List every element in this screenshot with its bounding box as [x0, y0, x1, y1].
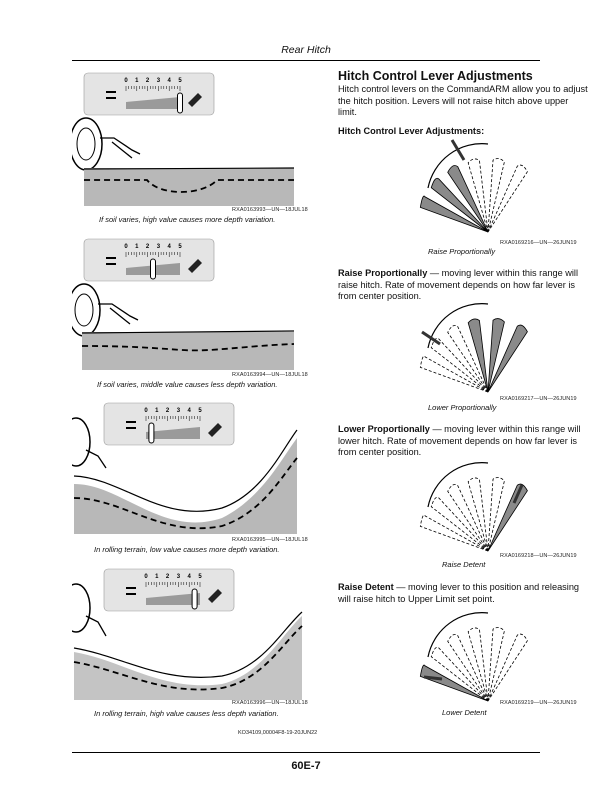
slider-scale-label: 5 [178, 244, 182, 250]
item-lower-proportionally [338, 424, 588, 459]
soil-figure-4 [72, 564, 312, 704]
slider-scale-label: 3 [176, 574, 181, 580]
lower-icon [126, 587, 136, 589]
slider-scale-label: 2 [165, 408, 170, 414]
figure-code: RXA0169217—UN—26JUN19 [500, 396, 577, 402]
slider-panel [104, 569, 234, 611]
slider-scale-label: 4 [187, 408, 191, 414]
slider-scale-label: 5 [178, 78, 182, 84]
slider-scale-label: 0 [124, 78, 128, 84]
slider-scale-label: 1 [135, 244, 139, 250]
slider-scale-label: 0 [144, 408, 148, 414]
figure-caption: In rolling terrain, low value causes more depth variation. [94, 545, 280, 554]
lower-icon [106, 257, 116, 259]
lever-figure-raise-detent [418, 455, 538, 555]
figure-code: RXA0163996—UN—18JUL18 [232, 700, 308, 706]
lever-fan [420, 613, 527, 701]
slider-scale-label: 3 [156, 78, 161, 84]
soil-figure-2 [72, 234, 312, 374]
soil-texture [74, 616, 302, 700]
figure-caption: In rolling terrain, high value causes less depth variation. [94, 709, 279, 718]
slider-scale-label: 4 [167, 244, 171, 250]
slider-scale-label: 3 [156, 244, 161, 250]
slider-scale-label: 2 [145, 244, 150, 250]
slider-scale-label: 2 [165, 574, 170, 580]
slider-scale-label: 4 [187, 574, 191, 580]
figure-caption: If soil varies, high value causes more depth variation. [99, 215, 276, 224]
slider-panel [84, 239, 214, 281]
arrow-icon [424, 677, 442, 679]
item-raise-detent [338, 582, 588, 605]
slider-scale-label: 3 [176, 408, 181, 414]
slider-panel [104, 403, 234, 445]
tractor-drawing [72, 118, 140, 170]
slider-knob [178, 93, 183, 113]
item-term: Raise Proportionally [338, 268, 428, 278]
figure-code: RXA0163994—UN—18JUL18 [232, 372, 308, 378]
slider-scale-label: 2 [145, 78, 150, 84]
lever-figure-raise-proportionally [418, 136, 538, 236]
slider-knob [192, 589, 197, 609]
lever-fan [420, 463, 527, 551]
slider-scale-label: 1 [155, 574, 159, 580]
figure-code: RXA0163993—UN—18JUL18 [232, 207, 308, 213]
item-text: — moving lever within this range will lower hitch. Rate of movement depends on how far lever is from center position. [338, 424, 581, 457]
soil-figure-1 [72, 68, 312, 213]
lever-figure-lower-detent [418, 605, 538, 705]
slider-scale-label: 5 [198, 408, 202, 414]
soil-texture [74, 438, 297, 534]
arrow-icon [422, 332, 440, 344]
footer-rule [72, 752, 540, 753]
figure-code: RXA0163995—UN—18JUL18 [232, 537, 308, 543]
slider-scale-label: 0 [124, 244, 128, 250]
item-term: Raise Detent [338, 582, 394, 592]
figure-code: RXA0169218—UN—26JUN19 [500, 553, 577, 559]
tractor-drawing [72, 418, 106, 468]
slider-knob [149, 423, 154, 443]
soil-texture [84, 168, 294, 206]
slider-scale-label: 4 [167, 78, 171, 84]
figure-caption: Raise Detent [442, 560, 486, 569]
tractor-drawing [72, 284, 138, 336]
lever-figure-lower-proportionally [418, 296, 538, 396]
document-id: KO34109,00004F8-19-20JUN22 [238, 730, 318, 736]
arrow-icon [452, 140, 464, 160]
item-term: Lower Proportionally [338, 424, 430, 434]
item-text: — moving lever to this position and releasing will raise hitch to Upper Limit set point. [338, 582, 580, 604]
figure-caption: Raise Proportionally [428, 247, 496, 256]
soil-texture [82, 332, 294, 370]
lower-icon [126, 421, 136, 423]
figure-code: RXA0169219—UN—26JUN19 [500, 700, 577, 706]
item-text: — moving lever within this range will raise hitch. Rate of movement depends on how far lever is from center position. [338, 268, 578, 301]
slider-panel [84, 73, 214, 115]
slider-scale-label: 0 [144, 574, 148, 580]
slider-scale-label: 1 [155, 408, 159, 414]
figure-code: RXA0169216—UN—26JUN19 [500, 240, 577, 246]
running-header: Rear Hitch [281, 44, 331, 56]
slider-scale-label: 1 [135, 78, 139, 84]
page-number: 60E-7 [291, 760, 321, 772]
figure-caption: If soil varies, middle value causes less depth variation. [97, 380, 278, 389]
section-title: Hitch Control Lever Adjustments [338, 69, 533, 83]
lever-fan [420, 304, 527, 392]
tractor-drawing [72, 584, 106, 636]
subsection-title: Hitch Control Lever Adjustments: [338, 126, 485, 136]
figure-caption: Lower Detent [442, 708, 487, 717]
slider-scale-label: 5 [198, 574, 202, 580]
intro-paragraph: Hitch control levers on the CommandARM allow you to adjust the hitch position. Levers will not raise hitch above upper limit. [338, 84, 588, 117]
lower-icon [106, 91, 116, 93]
soil-figure-3 [72, 398, 312, 538]
lever-fan [420, 140, 527, 232]
figure-caption: Lower Proportionally [428, 403, 497, 412]
header-rule [72, 60, 540, 61]
slider-knob [151, 259, 156, 279]
